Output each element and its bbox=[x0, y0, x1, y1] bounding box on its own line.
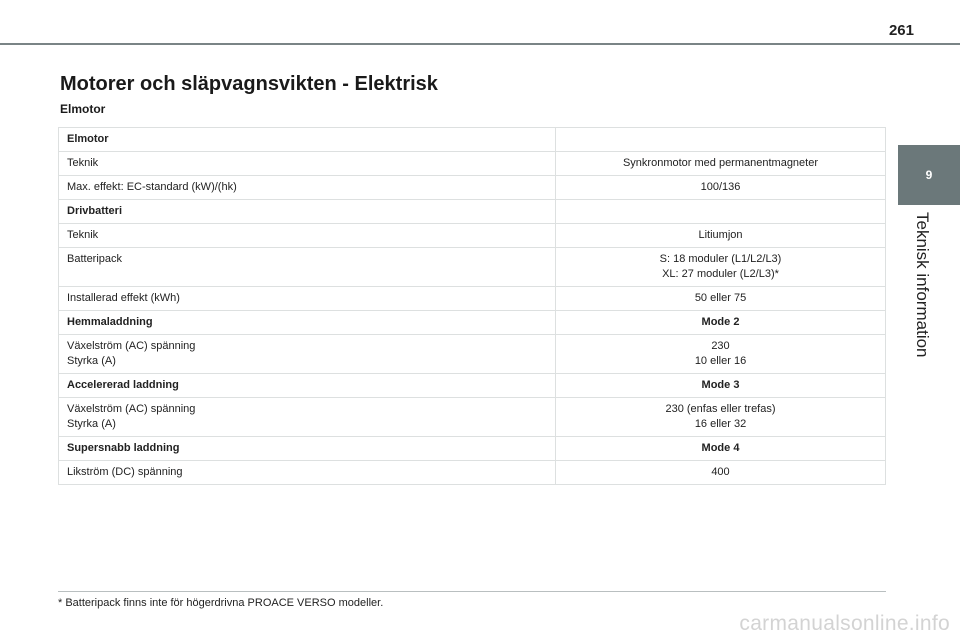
cell-text: Max. effekt: EC-standard (kW)/(hk) bbox=[67, 181, 237, 193]
footnote-divider bbox=[58, 591, 886, 592]
table-cell-label bbox=[59, 398, 556, 437]
table-row bbox=[59, 335, 886, 374]
cell-text: Mode 3 bbox=[701, 379, 740, 391]
section-title: Elmotor bbox=[60, 102, 106, 116]
table-cell-label bbox=[59, 461, 556, 485]
table-cell-value bbox=[556, 176, 886, 200]
cell-text: Batteripack bbox=[67, 253, 123, 265]
cell-text: S: 18 moduler (L1/L2/L3) bbox=[659, 253, 782, 265]
table-heading-row bbox=[59, 374, 886, 398]
cell-text: Installerad effekt (kWh) bbox=[67, 292, 180, 304]
table-heading-row bbox=[59, 311, 886, 335]
table-cell-label bbox=[59, 248, 556, 287]
table-cell-value bbox=[556, 224, 886, 248]
table-row bbox=[59, 287, 886, 311]
table-cell-value bbox=[556, 437, 886, 461]
table-cell-label bbox=[59, 200, 556, 224]
cell-text: Hemmaladdning bbox=[67, 316, 153, 328]
cell-text: Teknik bbox=[67, 157, 99, 169]
table-row bbox=[59, 248, 886, 287]
table-row bbox=[59, 461, 886, 485]
cell-text: Mode 4 bbox=[701, 442, 740, 454]
table-cell-label bbox=[59, 224, 556, 248]
table-cell-label bbox=[59, 287, 556, 311]
cell-text: 10 eller 16 bbox=[694, 355, 747, 367]
table-cell-label bbox=[59, 152, 556, 176]
cell-text: Teknik bbox=[67, 229, 99, 241]
table-cell-label bbox=[59, 311, 556, 335]
table-cell-label bbox=[59, 374, 556, 398]
table-row bbox=[59, 398, 886, 437]
spec-table bbox=[58, 127, 886, 485]
cell-text: Mode 2 bbox=[701, 316, 740, 328]
table-cell-value bbox=[556, 461, 886, 485]
table-cell-value bbox=[556, 200, 886, 224]
table-cell-value bbox=[556, 398, 886, 437]
cell-text: 400 bbox=[711, 466, 730, 478]
cell-text: Litiumjon bbox=[698, 229, 743, 241]
chapter-title: Teknisk information bbox=[913, 212, 932, 358]
table-heading-row bbox=[59, 437, 886, 461]
cell-text: Styrka (A) bbox=[67, 355, 116, 367]
table-cell-value bbox=[556, 335, 886, 374]
table-cell-label bbox=[59, 335, 556, 374]
cell-text: Styrka (A) bbox=[67, 418, 116, 430]
table-heading-row bbox=[59, 200, 886, 224]
cell-text: XL: 27 moduler (L2/L3)* bbox=[662, 268, 779, 280]
cell-text: Växelström (AC) spänning bbox=[67, 403, 196, 415]
chapter-tab[interactable] bbox=[898, 145, 960, 205]
table-heading-row bbox=[59, 128, 886, 152]
table-row bbox=[59, 176, 886, 200]
chapter-number: 9 bbox=[925, 168, 933, 182]
page-number: 261 bbox=[888, 22, 914, 39]
cell-text: Likström (DC) spänning bbox=[67, 466, 183, 478]
cell-text: Synkronmotor med permanentmagneter bbox=[622, 157, 819, 169]
cell-text: Supersnabb laddning bbox=[67, 442, 180, 454]
table-cell-value bbox=[556, 152, 886, 176]
spec-table-body bbox=[59, 128, 886, 485]
table-cell-value bbox=[556, 311, 886, 335]
cell-text: Elmotor bbox=[67, 133, 109, 145]
table-row bbox=[59, 224, 886, 248]
cell-text: 230 (enfas eller trefas) bbox=[665, 403, 776, 415]
watermark: carmanualsonline.info bbox=[739, 612, 950, 635]
table-row bbox=[59, 152, 886, 176]
cell-text: 50 eller 75 bbox=[694, 292, 747, 304]
footnote: * Batteripack finns inte för högerdrivna PROACE VERSO modeller. bbox=[58, 597, 384, 609]
table-cell-value bbox=[556, 248, 886, 287]
page-title: Motorer och släpvagnsvikten - Elektrisk bbox=[60, 73, 438, 95]
table-cell-value bbox=[556, 287, 886, 311]
cell-text: 230 bbox=[711, 340, 730, 352]
table-cell-label bbox=[59, 437, 556, 461]
table-cell-label bbox=[59, 128, 556, 152]
table-cell-value bbox=[556, 374, 886, 398]
cell-text: 16 eller 32 bbox=[694, 418, 747, 430]
cell-text: Accelererad laddning bbox=[67, 379, 179, 391]
table-cell-value bbox=[556, 128, 886, 152]
table-cell-label bbox=[59, 176, 556, 200]
cell-text: Drivbatteri bbox=[67, 205, 123, 217]
header-divider bbox=[0, 43, 960, 45]
cell-text: Växelström (AC) spänning bbox=[67, 340, 196, 352]
cell-text: 100/136 bbox=[700, 181, 741, 193]
